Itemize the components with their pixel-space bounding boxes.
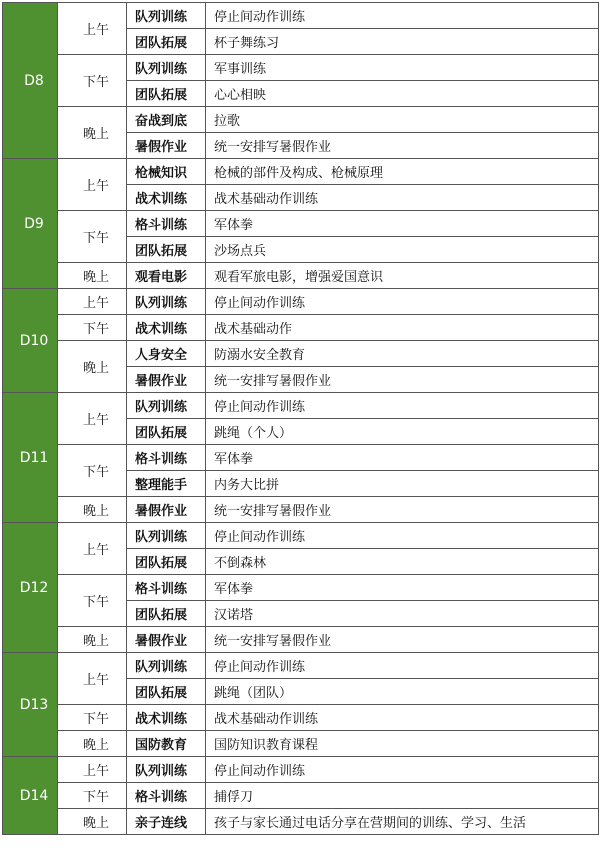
category-cell: 暑假作业 (127, 627, 206, 653)
activity-cell: 不倒森林 (206, 549, 599, 575)
activity-cell: 停止间动作训练 (206, 523, 599, 549)
schedule-row (3, 341, 599, 367)
category-cell: 队列训练 (127, 393, 206, 419)
category-cell: 团队拓展 (127, 549, 206, 575)
activity-cell: 内务大比拼 (206, 471, 599, 497)
schedule-row (3, 211, 599, 237)
period-label: 下午 (58, 575, 127, 627)
schedule-row (3, 705, 599, 731)
period-label: 上午 (58, 393, 127, 445)
category-cell: 格斗训练 (127, 575, 206, 601)
category-cell: 格斗训练 (127, 211, 206, 237)
period-label: 晚上 (58, 107, 127, 159)
activity-cell: 停止间动作训练 (206, 3, 599, 29)
category-cell: 格斗训练 (127, 445, 206, 471)
activity-cell: 停止间动作训练 (206, 393, 599, 419)
period-label: 上午 (58, 653, 127, 705)
schedule-row (3, 575, 599, 601)
activity-cell: 停止间动作训练 (206, 653, 599, 679)
activity-cell: 战术基础动作训练 (206, 185, 599, 211)
period-label: 下午 (58, 315, 127, 341)
day-label: D13 (3, 653, 58, 757)
activity-cell: 防溺水安全教育 (206, 341, 599, 367)
category-cell: 暑假作业 (127, 367, 206, 393)
category-cell: 枪械知识 (127, 159, 206, 185)
schedule-row (3, 3, 599, 29)
schedule-body (3, 3, 599, 835)
activity-cell: 战术基础动作训练 (206, 705, 599, 731)
period-label: 下午 (58, 55, 127, 107)
period-label: 上午 (58, 159, 127, 211)
schedule-row (3, 107, 599, 133)
category-cell: 整理能手 (127, 471, 206, 497)
category-cell: 团队拓展 (127, 237, 206, 263)
category-cell: 奋战到底 (127, 107, 206, 133)
category-cell: 亲子连线 (127, 809, 206, 835)
category-cell: 暑假作业 (127, 497, 206, 523)
schedule-row (3, 627, 599, 653)
category-cell: 战术训练 (127, 705, 206, 731)
day-label: D8 (3, 3, 58, 159)
activity-cell: 汉诺塔 (206, 601, 599, 627)
period-label: 下午 (58, 783, 127, 809)
schedule-row (3, 757, 599, 783)
schedule-row (3, 523, 599, 549)
period-label: 晚上 (58, 341, 127, 393)
activity-cell: 枪械的部件及构成、枪械原理 (206, 159, 599, 185)
category-cell: 团队拓展 (127, 29, 206, 55)
period-label: 下午 (58, 705, 127, 731)
activity-cell: 战术基础动作 (206, 315, 599, 341)
activity-cell: 军事训练 (206, 55, 599, 81)
schedule-row (3, 653, 599, 679)
activity-cell: 军体拳 (206, 575, 599, 601)
activity-cell: 统一安排写暑假作业 (206, 133, 599, 159)
day-label: D12 (3, 523, 58, 653)
day-label: D10 (3, 289, 58, 393)
category-cell: 战术训练 (127, 185, 206, 211)
category-cell: 团队拓展 (127, 601, 206, 627)
period-label: 上午 (58, 289, 127, 315)
category-cell: 团队拓展 (127, 81, 206, 107)
category-cell: 队列训练 (127, 757, 206, 783)
period-label: 下午 (58, 211, 127, 263)
category-cell: 队列训练 (127, 3, 206, 29)
category-cell: 队列训练 (127, 523, 206, 549)
activity-cell: 国防知识教育课程 (206, 731, 599, 757)
activity-cell: 军体拳 (206, 445, 599, 471)
category-cell: 团队拓展 (127, 419, 206, 445)
period-label: 晚上 (58, 497, 127, 523)
activity-cell: 跳绳（团队） (206, 679, 599, 705)
activity-cell: 军体拳 (206, 211, 599, 237)
schedule-row (3, 289, 599, 315)
category-cell: 队列训练 (127, 653, 206, 679)
category-cell: 暑假作业 (127, 133, 206, 159)
activity-cell: 跳绳（个人） (206, 419, 599, 445)
period-label: 上午 (58, 523, 127, 575)
schedule-row (3, 55, 599, 81)
activity-cell: 孩子与家长通过电话分享在营期间的训练、学习、生活 (206, 809, 599, 835)
activity-cell: 杯子舞练习 (206, 29, 599, 55)
category-cell: 队列训练 (127, 289, 206, 315)
day-label: D14 (3, 757, 58, 835)
period-label: 上午 (58, 3, 127, 55)
period-label: 晚上 (58, 809, 127, 835)
schedule-table (2, 2, 599, 835)
day-label: D11 (3, 393, 58, 523)
activity-cell: 停止间动作训练 (206, 289, 599, 315)
period-label: 晚上 (58, 263, 127, 289)
schedule-row (3, 731, 599, 757)
schedule-row (3, 159, 599, 185)
category-cell: 队列训练 (127, 55, 206, 81)
category-cell: 团队拓展 (127, 679, 206, 705)
activity-cell: 心心相映 (206, 81, 599, 107)
category-cell: 战术训练 (127, 315, 206, 341)
period-label: 晚上 (58, 627, 127, 653)
activity-cell: 捕俘刀 (206, 783, 599, 809)
schedule-row (3, 393, 599, 419)
schedule-row (3, 315, 599, 341)
schedule-row (3, 783, 599, 809)
schedule-row (3, 263, 599, 289)
activity-cell: 观看军旅电影，增强爱国意识 (206, 263, 599, 289)
activity-cell: 统一安排写暑假作业 (206, 497, 599, 523)
schedule-row (3, 497, 599, 523)
period-label: 晚上 (58, 731, 127, 757)
activity-cell: 拉歌 (206, 107, 599, 133)
activity-cell: 停止间动作训练 (206, 757, 599, 783)
period-label: 下午 (58, 445, 127, 497)
activity-cell: 沙场点兵 (206, 237, 599, 263)
day-label: D9 (3, 159, 58, 289)
category-cell: 观看电影 (127, 263, 206, 289)
schedule-row (3, 809, 599, 835)
schedule-row (3, 445, 599, 471)
period-label: 上午 (58, 757, 127, 783)
category-cell: 国防教育 (127, 731, 206, 757)
activity-cell: 统一安排写暑假作业 (206, 367, 599, 393)
activity-cell: 统一安排写暑假作业 (206, 627, 599, 653)
category-cell: 人身安全 (127, 341, 206, 367)
category-cell: 格斗训练 (127, 783, 206, 809)
